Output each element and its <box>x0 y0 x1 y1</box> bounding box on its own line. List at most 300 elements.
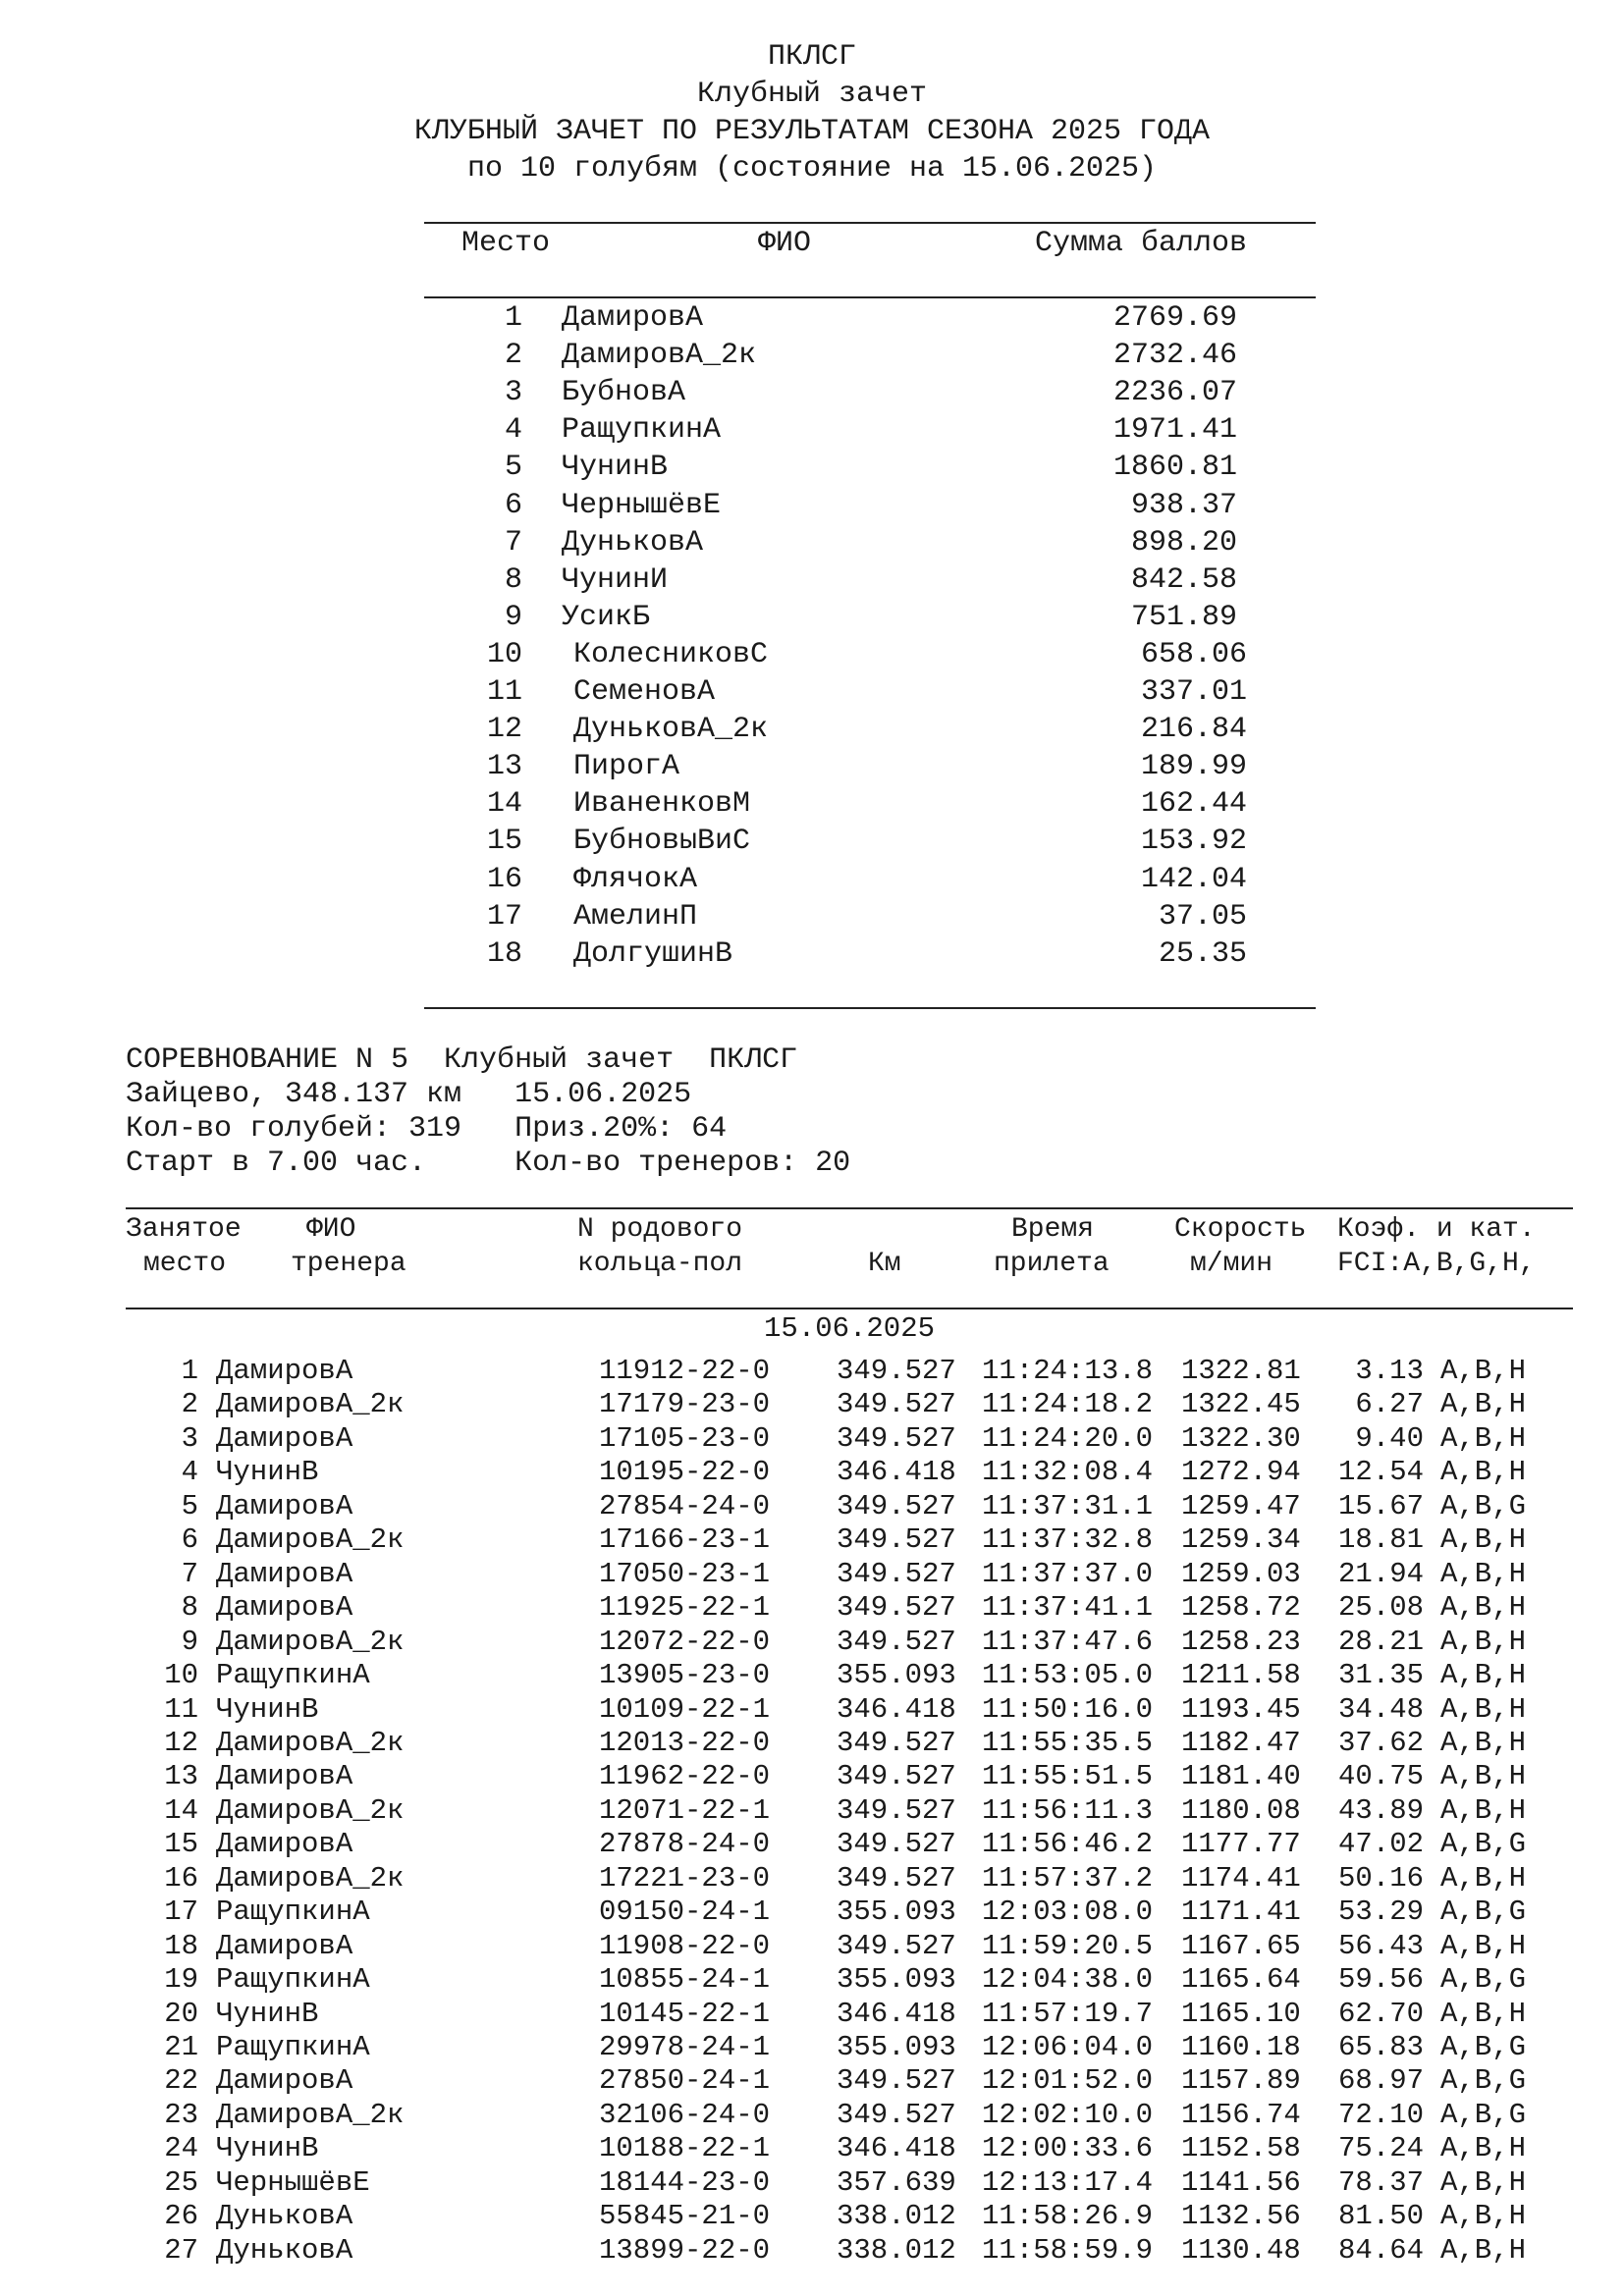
standings-score: 842.58 <box>1130 562 1237 597</box>
result-speed: 1322.45 <box>1181 1388 1301 1421</box>
competition-line-3: Кол-во голубей: 319 Приз.20%: 64 <box>126 1112 728 1146</box>
standings-name: РащупкинА <box>562 413 722 448</box>
standings-name: АмелинП <box>573 899 698 934</box>
result-speed: 1160.18 <box>1181 2031 1301 2063</box>
result-time: 12:03:08.0 <box>982 1896 1154 1929</box>
result-km: 349.527 <box>837 1489 956 1522</box>
result-speed: 1130.48 <box>1181 2233 1301 2267</box>
result-coef: 12.54 <box>1337 1456 1424 1489</box>
result-time: 11:53:05.0 <box>982 1659 1154 1692</box>
result-coef: 18.81 <box>1337 1523 1424 1557</box>
standings-place: 14 <box>486 787 522 822</box>
result-coef: 75.24 <box>1337 2132 1424 2165</box>
result-time: 11:57:37.2 <box>982 1861 1154 1895</box>
result-name: ДамировА <box>216 1591 353 1625</box>
results-header-ring-2: кольца-пол <box>577 1249 743 1279</box>
result-time: 11:56:46.2 <box>982 1828 1154 1861</box>
result-category: A,B,H <box>1440 1861 1527 1895</box>
standings-score: 189.99 <box>1140 750 1247 784</box>
result-place: 26 <box>164 2200 198 2233</box>
result-time: 11:58:59.9 <box>982 2233 1154 2267</box>
result-category: A,B,G <box>1440 2064 1527 2098</box>
result-km: 346.418 <box>837 2132 956 2165</box>
standings-score: 37.05 <box>1158 899 1247 934</box>
result-time: 11:37:32.8 <box>982 1523 1154 1557</box>
result-ring: 10109-22-1 <box>599 1692 771 1726</box>
result-ring: 13905-23-0 <box>599 1659 771 1692</box>
result-coef: 25.08 <box>1337 1591 1424 1625</box>
standings-place: 4 <box>504 413 522 448</box>
results-header-speed-1: Скорость <box>1174 1214 1307 1245</box>
result-coef: 81.50 <box>1337 2200 1424 2233</box>
result-name: РащупкинА <box>216 1896 370 1929</box>
result-ring: 29978-24-1 <box>599 2031 771 2063</box>
result-category: A,B,H <box>1440 1760 1527 1793</box>
result-name: ДамировА_2к <box>216 2098 405 2131</box>
result-category: A,B,H <box>1440 1421 1527 1455</box>
result-place: 6 <box>181 1523 198 1557</box>
result-km: 349.527 <box>837 1793 956 1827</box>
standings-place: 17 <box>486 899 522 934</box>
result-category: A,B,G <box>1440 1896 1527 1929</box>
result-category: A,B,G <box>1440 2031 1527 2063</box>
result-place: 7 <box>181 1557 198 1590</box>
result-name: ДамировА_2к <box>216 1793 405 1827</box>
result-ring: 09150-24-1 <box>599 1896 771 1929</box>
result-km: 346.418 <box>837 1456 956 1489</box>
result-coef: 84.64 <box>1337 2233 1424 2267</box>
result-coef: 50.16 <box>1337 1861 1424 1895</box>
result-km: 346.418 <box>837 1997 956 2030</box>
result-ring: 27850-24-1 <box>599 2064 771 2098</box>
result-speed: 1258.23 <box>1181 1625 1301 1658</box>
result-category: A,B,G <box>1440 1489 1527 1522</box>
result-name: РащупкинА <box>216 2031 370 2063</box>
result-category: A,B,G <box>1440 1828 1527 1861</box>
standings-name: ИваненковМ <box>573 787 751 822</box>
result-coef: 6.27 <box>1355 1388 1424 1421</box>
result-category: A,B,H <box>1440 1591 1527 1625</box>
result-km: 349.527 <box>837 1760 956 1793</box>
result-km: 338.012 <box>837 2233 956 2267</box>
result-speed: 1141.56 <box>1181 2165 1301 2199</box>
result-km: 357.639 <box>837 2165 956 2199</box>
result-time: 12:00:33.6 <box>982 2132 1154 2165</box>
standings-score: 1860.81 <box>1112 451 1237 485</box>
result-place: 24 <box>164 2132 198 2165</box>
result-place: 20 <box>164 1997 198 2030</box>
result-place: 15 <box>164 1828 198 1861</box>
result-km: 349.527 <box>837 1355 956 1387</box>
result-coef: 15.67 <box>1337 1489 1424 1522</box>
standings-score: 216.84 <box>1140 713 1247 747</box>
standings-name: ЧунинВ <box>562 451 669 485</box>
standings-name: ДолгушинВ <box>573 936 733 971</box>
result-speed: 1322.30 <box>1181 1421 1301 1455</box>
result-ring: 27854-24-0 <box>599 1489 771 1522</box>
result-time: 11:55:35.5 <box>982 1726 1154 1759</box>
result-place: 16 <box>164 1861 198 1895</box>
results-header-speed-2: м/мин <box>1190 1249 1273 1279</box>
result-category: A,B,H <box>1440 2165 1527 2199</box>
result-place: 18 <box>164 1929 198 1962</box>
result-speed: 1156.74 <box>1181 2098 1301 2131</box>
standings-name: ДуньковА <box>562 525 704 560</box>
result-km: 349.527 <box>837 1557 956 1590</box>
result-km: 349.527 <box>837 1421 956 1455</box>
result-time: 11:24:13.8 <box>982 1355 1154 1387</box>
result-ring: 11962-22-0 <box>599 1760 771 1793</box>
results-header-time-1: Время <box>1011 1214 1095 1245</box>
result-coef: 68.97 <box>1337 2064 1424 2098</box>
standings-name: ЧунинИ <box>562 562 669 597</box>
standings-bottom-rule <box>424 1007 1316 1009</box>
result-name: ЧунинВ <box>216 1692 319 1726</box>
standings-header-place: Место <box>461 227 551 260</box>
standings-place: 6 <box>504 488 522 522</box>
result-speed: 1193.45 <box>1181 1692 1301 1726</box>
standings-score: 898.20 <box>1130 525 1237 560</box>
result-coef: 72.10 <box>1337 2098 1424 2131</box>
result-speed: 1165.10 <box>1181 1997 1301 2030</box>
result-km: 349.527 <box>837 1861 956 1895</box>
result-time: 12:04:38.0 <box>982 1963 1154 1997</box>
standings-name: БубновА <box>562 376 686 410</box>
standings-name: ЧернышёвЕ <box>562 488 722 522</box>
result-category: A,B,H <box>1440 2200 1527 2233</box>
standings-place: 11 <box>486 675 522 709</box>
result-coef: 3.13 <box>1355 1355 1424 1387</box>
result-time: 11:59:20.5 <box>982 1929 1154 1962</box>
result-speed: 1259.03 <box>1181 1557 1301 1590</box>
result-km: 338.012 <box>837 2200 956 2233</box>
result-time: 11:37:31.1 <box>982 1489 1154 1522</box>
result-speed: 1171.41 <box>1181 1896 1301 1929</box>
result-coef: 28.21 <box>1337 1625 1424 1658</box>
result-name: ДамировА_2к <box>216 1861 405 1895</box>
result-category: A,B,H <box>1440 1793 1527 1827</box>
result-place: 22 <box>164 2064 198 2098</box>
standings-score: 751.89 <box>1130 600 1237 634</box>
standings-place: 7 <box>504 525 522 560</box>
result-ring: 12013-22-0 <box>599 1726 771 1759</box>
result-coef: 21.94 <box>1337 1557 1424 1590</box>
result-place: 23 <box>164 2098 198 2131</box>
result-coef: 47.02 <box>1337 1828 1424 1861</box>
standings-place: 5 <box>504 451 522 485</box>
result-speed: 1258.72 <box>1181 1591 1301 1625</box>
result-place: 25 <box>164 2165 198 2199</box>
org-title: ПКЛСГ <box>767 40 856 74</box>
standings-name: ДамировА <box>562 301 704 335</box>
competition-line-1: СОРЕВНОВАНИЕ N 5 Клубный зачет ПКЛСГ <box>126 1043 798 1077</box>
result-ring: 55845-21-0 <box>599 2200 771 2233</box>
standings-place: 18 <box>486 936 522 971</box>
result-ring: 10145-22-1 <box>599 1997 771 2030</box>
result-ring: 17221-23-0 <box>599 1861 771 1895</box>
result-time: 12:01:52.0 <box>982 2064 1154 2098</box>
result-coef: 9.40 <box>1355 1421 1424 1455</box>
result-ring: 12072-22-0 <box>599 1625 771 1658</box>
result-time: 11:37:47.6 <box>982 1625 1154 1658</box>
result-name: ДамировА <box>216 1421 353 1455</box>
result-ring: 17179-23-0 <box>599 1388 771 1421</box>
results-header-ring-1: N родового <box>577 1214 743 1245</box>
results-header-km: Км <box>868 1249 901 1279</box>
result-place: 4 <box>181 1456 198 1489</box>
result-speed: 1132.56 <box>1181 2200 1301 2233</box>
result-coef: 65.83 <box>1337 2031 1424 2063</box>
result-place: 13 <box>164 1760 198 1793</box>
result-time: 12:13:17.4 <box>982 2165 1154 2199</box>
result-speed: 1211.58 <box>1181 1659 1301 1692</box>
result-km: 349.527 <box>837 1929 956 1962</box>
result-ring: 17105-23-0 <box>599 1421 771 1455</box>
result-name: ДамировА_2к <box>216 1523 405 1557</box>
result-coef: 40.75 <box>1337 1760 1424 1793</box>
result-category: A,B,H <box>1440 1557 1527 1590</box>
standings-place: 2 <box>504 339 522 373</box>
standings-top-rule <box>424 222 1316 224</box>
result-time: 11:37:37.0 <box>982 1557 1154 1590</box>
result-name: ДамировА <box>216 1760 353 1793</box>
standings-name: ФлячокА <box>573 862 698 896</box>
result-name: ДамировА_2к <box>216 1726 405 1759</box>
results-header-place-1: Занятое <box>126 1214 242 1245</box>
result-coef: 31.35 <box>1337 1659 1424 1692</box>
result-speed: 1167.65 <box>1181 1929 1301 1962</box>
standings-name: ПирогА <box>573 750 680 784</box>
standings-score: 2769.69 <box>1112 301 1237 335</box>
result-ring: 12071-22-1 <box>599 1793 771 1827</box>
standings-place: 15 <box>486 825 522 859</box>
result-speed: 1174.41 <box>1181 1861 1301 1895</box>
result-km: 346.418 <box>837 1692 956 1726</box>
result-coef: 53.29 <box>1337 1896 1424 1929</box>
standings-score: 337.01 <box>1140 675 1247 709</box>
result-coef: 78.37 <box>1337 2165 1424 2199</box>
result-category: A,B,H <box>1440 1929 1527 1962</box>
results-header-coef-1: Коэф. и кат. <box>1337 1214 1536 1245</box>
result-km: 349.527 <box>837 2064 956 2098</box>
result-name: ДамировА <box>216 1489 353 1522</box>
result-place: 3 <box>181 1421 198 1455</box>
result-name: ЧунинВ <box>216 1997 319 2030</box>
standings-score: 938.37 <box>1130 488 1237 522</box>
result-name: РащупкинА <box>216 1963 370 1997</box>
result-category: A,B,H <box>1440 1355 1527 1387</box>
result-name: ЧунинВ <box>216 1456 319 1489</box>
result-ring: 10188-22-1 <box>599 2132 771 2165</box>
results-header-name-2: тренера <box>291 1249 406 1279</box>
result-category: A,B,H <box>1440 1659 1527 1692</box>
result-coef: 37.62 <box>1337 1726 1424 1759</box>
result-speed: 1152.58 <box>1181 2132 1301 2165</box>
result-ring: 13899-22-0 <box>599 2233 771 2267</box>
standings-header-rule <box>424 296 1316 298</box>
result-km: 349.527 <box>837 1388 956 1421</box>
standings-header-score: Сумма баллов <box>1035 227 1248 260</box>
standings-place: 9 <box>504 600 522 634</box>
result-ring: 18144-23-0 <box>599 2165 771 2199</box>
result-time: 11:24:18.2 <box>982 1388 1154 1421</box>
result-place: 12 <box>164 1726 198 1759</box>
results-header-place-2: место <box>143 1249 227 1279</box>
result-km: 349.527 <box>837 2098 956 2131</box>
result-speed: 1157.89 <box>1181 2064 1301 2098</box>
result-category: A,B,H <box>1440 1692 1527 1726</box>
result-speed: 1272.94 <box>1181 1456 1301 1489</box>
result-name: ДуньковА <box>216 2200 353 2233</box>
standings-name: КолесниковС <box>573 637 769 671</box>
result-km: 349.527 <box>837 1523 956 1557</box>
result-place: 21 <box>164 2031 198 2063</box>
standings-score: 25.35 <box>1158 936 1247 971</box>
standings-name: БубновыВиС <box>573 825 751 859</box>
result-name: ЧернышёвЕ <box>216 2165 370 2199</box>
result-time: 12:06:04.0 <box>982 2031 1154 2063</box>
standings-score: 142.04 <box>1140 862 1247 896</box>
result-coef: 56.43 <box>1337 1929 1424 1962</box>
result-ring: 17166-23-1 <box>599 1523 771 1557</box>
standings-score: 658.06 <box>1140 637 1247 671</box>
result-name: ДамировА_2к <box>216 1388 405 1421</box>
result-speed: 1181.40 <box>1181 1760 1301 1793</box>
result-time: 11:56:11.3 <box>982 1793 1154 1827</box>
season-title: КЛУБНЫЙ ЗАЧЕТ ПО РЕЗУЛЬТАТАМ СЕЗОНА 2025 ГОДА <box>413 115 1211 148</box>
standings-name: СеменовА <box>573 675 716 709</box>
result-km: 349.527 <box>837 1625 956 1658</box>
result-speed: 1177.77 <box>1181 1828 1301 1861</box>
standings-score: 162.44 <box>1140 787 1247 822</box>
result-ring: 32106-24-0 <box>599 2098 771 2131</box>
result-name: ДамировА <box>216 1929 353 1962</box>
result-time: 11:57:19.7 <box>982 1997 1154 2030</box>
result-km: 355.093 <box>837 1659 956 1692</box>
standings-name: ДамировА_2к <box>562 339 757 373</box>
standings-place: 3 <box>504 376 522 410</box>
result-time: 12:02:10.0 <box>982 2098 1154 2131</box>
result-category: A,B,H <box>1440 1523 1527 1557</box>
result-name: ДамировА <box>216 1355 353 1387</box>
result-coef: 59.56 <box>1337 1963 1424 1997</box>
result-category: A,B,H <box>1440 1726 1527 1759</box>
result-name: ДамировА_2к <box>216 1625 405 1658</box>
result-km: 355.093 <box>837 2031 956 2063</box>
result-speed: 1259.34 <box>1181 1523 1301 1557</box>
results-date: 15.06.2025 <box>763 1312 936 1345</box>
result-km: 349.527 <box>837 1828 956 1861</box>
result-km: 349.527 <box>837 1591 956 1625</box>
result-place: 9 <box>181 1625 198 1658</box>
result-place: 1 <box>181 1355 198 1387</box>
result-ring: 17050-23-1 <box>599 1557 771 1590</box>
result-time: 11:50:16.0 <box>982 1692 1154 1726</box>
standings-place: 1 <box>504 301 522 335</box>
result-place: 5 <box>181 1489 198 1522</box>
result-place: 8 <box>181 1591 198 1625</box>
result-category: A,B,H <box>1440 1997 1527 2030</box>
result-km: 349.527 <box>837 1726 956 1759</box>
result-coef: 62.70 <box>1337 1997 1424 2030</box>
standings-header-name: ФИО <box>758 227 812 260</box>
result-ring: 11925-22-1 <box>599 1591 771 1625</box>
results-header-name-1: ФИО <box>306 1214 356 1245</box>
result-km: 355.093 <box>837 1963 956 1997</box>
result-speed: 1182.47 <box>1181 1726 1301 1759</box>
standings-score: 1971.41 <box>1112 413 1237 448</box>
standings-place: 13 <box>486 750 522 784</box>
result-ring: 11912-22-0 <box>599 1355 771 1387</box>
result-time: 11:55:51.5 <box>982 1760 1154 1793</box>
results-header-coef-2: FCI:A,B,G,H, <box>1337 1249 1536 1279</box>
result-ring: 11908-22-0 <box>599 1929 771 1962</box>
results-top-rule <box>126 1207 1573 1209</box>
standings-name: УсикБ <box>562 600 651 634</box>
standings-place: 16 <box>486 862 522 896</box>
competition-line-4: Старт в 7.00 час. Кол-во тренеров: 20 <box>126 1147 851 1180</box>
standings-place: 8 <box>504 562 522 597</box>
result-name: РащупкинА <box>216 1659 370 1692</box>
result-speed: 1259.47 <box>1181 1489 1301 1522</box>
result-place: 10 <box>164 1659 198 1692</box>
results-header-rule <box>126 1308 1573 1309</box>
result-place: 17 <box>164 1896 198 1929</box>
result-category: A,B,H <box>1440 1625 1527 1658</box>
result-place: 19 <box>164 1963 198 1997</box>
result-coef: 34.48 <box>1337 1692 1424 1726</box>
result-ring: 10195-22-0 <box>599 1456 771 1489</box>
result-place: 14 <box>164 1793 198 1827</box>
subtitle: Клубный зачет <box>696 78 928 111</box>
result-time: 11:37:41.1 <box>982 1591 1154 1625</box>
result-km: 355.093 <box>837 1896 956 1929</box>
results-header-time-2: прилета <box>994 1249 1110 1279</box>
result-name: ЧунинВ <box>216 2132 319 2165</box>
result-place: 11 <box>164 1692 198 1726</box>
result-speed: 1180.08 <box>1181 1793 1301 1827</box>
result-name: ДамировА <box>216 1828 353 1861</box>
standings-place: 10 <box>486 637 522 671</box>
result-place: 27 <box>164 2233 198 2267</box>
result-place: 2 <box>181 1388 198 1421</box>
standings-place: 12 <box>486 713 522 747</box>
result-ring: 10855-24-1 <box>599 1963 771 1997</box>
result-time: 11:24:20.0 <box>982 1421 1154 1455</box>
result-category: A,B,H <box>1440 1456 1527 1489</box>
result-category: A,B,G <box>1440 1963 1527 1997</box>
result-name: ДуньковА <box>216 2233 353 2267</box>
result-time: 11:58:26.9 <box>982 2200 1154 2233</box>
result-category: A,B,H <box>1440 2233 1527 2267</box>
result-speed: 1165.64 <box>1181 1963 1301 1997</box>
result-ring: 27878-24-0 <box>599 1828 771 1861</box>
standings-score: 2236.07 <box>1112 376 1237 410</box>
result-category: A,B,G <box>1440 2098 1527 2131</box>
result-speed: 1322.81 <box>1181 1355 1301 1387</box>
result-name: ДамировА <box>216 1557 353 1590</box>
standings-score: 153.92 <box>1140 825 1247 859</box>
result-time: 11:32:08.4 <box>982 1456 1154 1489</box>
result-coef: 43.89 <box>1337 1793 1424 1827</box>
standings-score: 2732.46 <box>1112 339 1237 373</box>
result-category: A,B,H <box>1440 2132 1527 2165</box>
condition-line: по 10 голубям (состояние на 15.06.2025) <box>466 152 1158 186</box>
competition-line-2: Зайцево, 348.137 км 15.06.2025 <box>126 1078 692 1111</box>
result-name: ДамировА <box>216 2064 353 2098</box>
result-category: A,B,H <box>1440 1388 1527 1421</box>
standings-name: ДуньковА_2к <box>573 713 769 747</box>
